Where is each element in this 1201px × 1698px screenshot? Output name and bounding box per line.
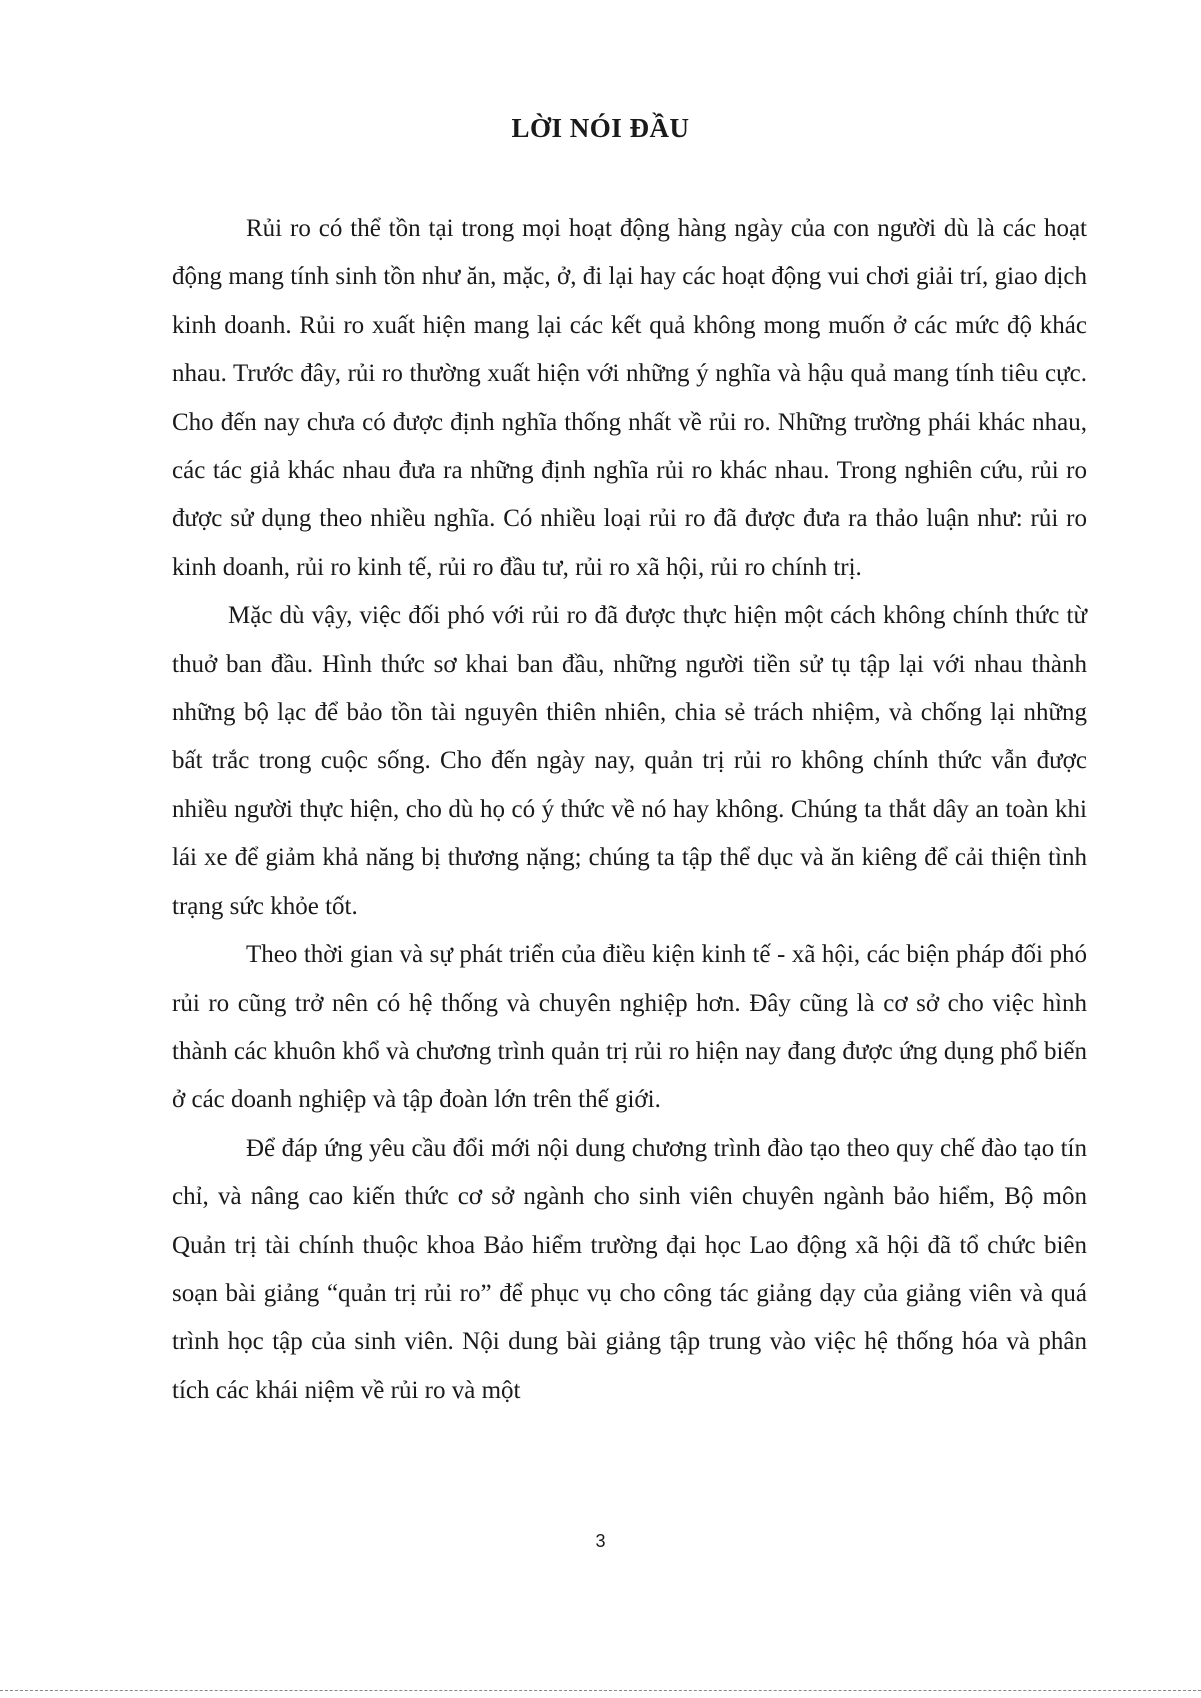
paragraph-1: Rủi ro có thể tồn tại trong mọi hoạt động hàng ngày của con người dù là các hoạt động mang tính sinh tồn như ăn, mặc, ở, đi lại hay các hoạt động vui chơi giải trí, giao dịch kinh doanh. Rủi ro xuất hiện mang lại các kết quả không mong muốn ở các mức độ khác nhau. Trước đây, rủi ro thường xuất hiện với những ý nghĩa và hậu quả mang tính tiêu cực. Cho đến nay chưa có được định nghĩa thống nhất về rủi ro. Những trường phái khác nhau, các tác giả khác nhau đưa ra những định nghĩa rủi ro khác nhau. Trong nghiên cứu, rủi ro được sử dụng theo nhiều nghĩa. Có nhiều loại rủi ro đã được đưa ra thảo luận như: rủi ro kinh doanh, rủi ro kinh tế, rủi ro đầu tư, rủi ro xã hội, rủi ro chính trị.: [172, 215, 1087, 581]
page-number: 3: [595, 1531, 606, 1551]
page-bottom-divider: [0, 1690, 1201, 1691]
body-text: [172, 205, 1087, 1415]
paragraph-4: Để đáp ứng yêu cầu đổi mới nội dung chương trình đào tạo theo quy chế đào tạo tín chỉ, và nâng cao kiến thức cơ sở ngành cho sinh viên chuyên ngành bảo hiểm, Bộ môn Quản trị tài chính thuộc khoa Bảo hiểm trường đại học Lao động xã hội đã tổ chức biên soạn bài giảng “quản trị rủi ro” để phục vụ cho công tác giảng dạy của giảng viên và quá trình học tập của sinh viên. Nội dung bài giảng tập trung vào việc hệ thống hóa và phân tích các khái niệm về rủi ro và một: [172, 1134, 1087, 1404]
paragraph-3: Theo thời gian và sự phát triển của điều kiện kinh tế - xã hội, các biện pháp đối phó rủi ro cũng trở nên có hệ thống và chuyên nghiệp hơn. Đây cũng là cơ sở cho việc hình thành các khuôn khổ và chương trình quản trị rủi ro hiện nay đang được ứng dụng phổ biến ở các doanh nghiệp và tập đoàn lớn trên thế giới.: [172, 941, 1087, 1114]
page-title: LỜI NÓI ĐẦU: [511, 113, 690, 143]
paragraph-2: Mặc dù vậy, việc đối phó với rủi ro đã được thực hiện một cách không chính thức từ thuở ban đầu. Hình thức sơ khai ban đầu, những người tiền sử tụ tập lại với nhau thành những bộ lạc để bảo tồn tài nguyên thiên nhiên, chia sẻ trách nhiệm, và chống lại những bất trắc trong cuộc sống. Cho đến ngày nay, quản trị rủi ro không chính thức vẫn được nhiều người thực hiện, cho dù họ có ý thức về nó hay không. Chúng ta thắt dây an toàn khi lái xe để giảm khả năng bị thương nặng; chúng ta tập thể dục và ăn kiêng để cải thiện tình trạng sức khỏe tốt.: [172, 602, 1087, 920]
